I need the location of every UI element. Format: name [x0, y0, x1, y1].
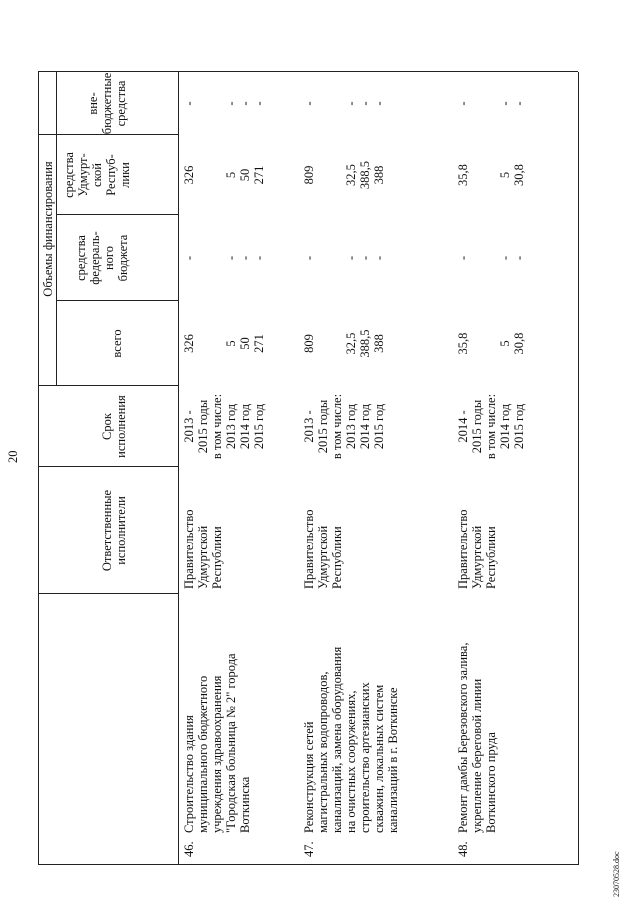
row-48-republic: 35,8 5 30,8 — [456, 164, 526, 186]
row-46-number: 46. — [182, 841, 196, 857]
footer-code: 23070528.doc — [612, 851, 621, 897]
header-term: Срок исполнения — [100, 395, 128, 458]
table-header-bottom-rule — [178, 72, 179, 865]
row-47-republic: 809 32,5 388,5 388 — [302, 160, 386, 190]
row-48-term: 2014 - 2015 годы в том числе: 2014 год 2015 год — [456, 393, 526, 460]
page-number: 20 — [6, 450, 20, 463]
header-responsible: Ответственные исполнители — [100, 489, 128, 572]
row-48-total: 35,8 5 30,8 — [456, 332, 526, 355]
border-left — [38, 864, 578, 865]
row-47-extra: - - - - — [302, 101, 386, 106]
table-top-rule — [38, 72, 39, 865]
row-47-number: 47. — [302, 841, 316, 857]
row-47-term: 2013 - 2015 годы в том числе: 2013 год 2014 год 2015 год — [302, 393, 386, 460]
row-46-federal: - - - - — [182, 255, 266, 261]
row-48-responsible: Правительство Удмуртской Республики — [456, 509, 498, 589]
header-total: всего — [110, 329, 124, 358]
row-47-total: 809 32,5 388,5 388 — [302, 329, 386, 358]
volumes-divider-rule — [56, 72, 57, 386]
row-48-extra: - - - — [456, 101, 526, 106]
header-extra: вне- бюджетные средства — [86, 72, 128, 135]
row-47-federal: - - - - — [302, 255, 386, 261]
row-48-number: 48. — [456, 841, 470, 857]
row-46-term: 2013 - 2015 годы в том числе: 2013 год 2014 год 2015 год — [182, 393, 266, 460]
row-47-name: Реконструкция сетей магистральных водопроводов, канализаций, замена оборудования на очистных сооружениях, строительство артезианских скважин, локальных систем канализаций в г. Воткинске — [302, 646, 400, 833]
table-bottom-rule — [578, 72, 579, 865]
row-47-responsible: Правительство Удмуртской Республики — [302, 509, 344, 589]
header-federal: средства федераль- ного бюджета — [74, 231, 130, 285]
row-48-federal: - - - — [456, 255, 526, 261]
row-46-responsible: Правительство Удмуртской Республики — [182, 509, 224, 589]
header-republic: средства Удмурт- ской Респуб- лики — [62, 152, 132, 198]
row-46-extra: - - - - — [182, 101, 266, 106]
row-46-total: 326 5 50 271 — [182, 334, 266, 353]
row-48-name: Ремонт дамбы Березовского залива, укрепление береговой линии Воткинского пруда — [456, 642, 498, 833]
row-46-republic: 326 5 50 271 — [182, 165, 266, 185]
row-46-name: Строительство здания муниципального бюджетного учреждения здравоохранения "Городская больница № 2" города Воткинска — [182, 653, 252, 833]
header-volumes: Объемы финансирования — [41, 161, 55, 297]
